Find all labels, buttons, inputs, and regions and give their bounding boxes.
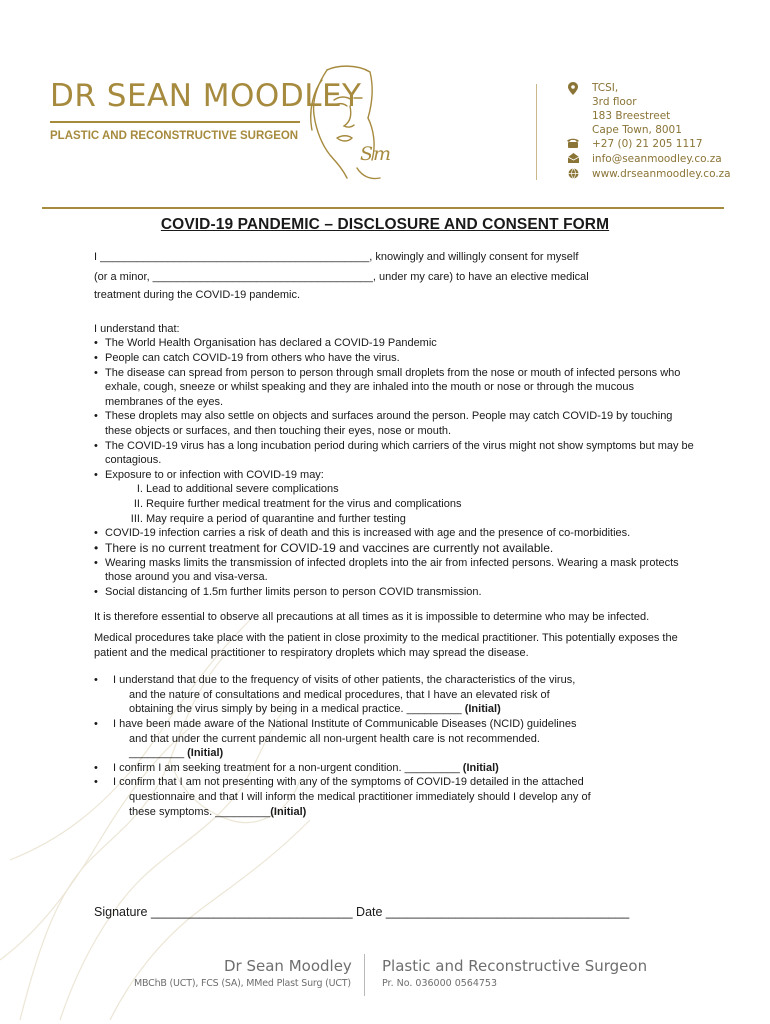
form-body [94, 250, 694, 819]
footer-role: Plastic and Reconstructive Surgeon [382, 957, 648, 975]
bullet-text: Exposure to or infection with COVID-19 may: [105, 468, 324, 481]
footer-divider [364, 954, 365, 996]
list-item: • The disease can spread from person to person through small droplets from the nose or mouth of infected persons who exhale, cough, sneeze or whilst speaking and they are inhaled into the mouth or nose or through the mucous membranes of the eyes. [94, 366, 694, 410]
sub-item [123, 497, 694, 512]
sub-item-number: I. [136, 483, 143, 496]
confirm-text: I understand that due to the frequency of visits of other patients, the characteristics of the virus, [113, 674, 576, 687]
list-item: • Wearing masks limits the transmission of infected droplets into the air from infected persons. Wearing a mask protects those around you and visa-versa. [94, 556, 694, 585]
confirm-text: questionnaire and that I will inform the medical practitioner immediately should I develop any of [129, 791, 591, 803]
contact-block [566, 81, 731, 182]
confirm-item: • I confirm that I am not presenting with any of the symptoms of COVID-19 detailed in the attached questionnaire and that I will inform the medical practitioner immediately should I develop any of these symptoms. _________(Initial) [94, 775, 694, 819]
address-line-1: TCSI, [592, 82, 619, 94]
initial-field[interactable]: (Initial) [270, 805, 307, 818]
bullet-text: The disease can spread from person to person through small droplets from the nose or mouth of infected persons who exhale, cough, sneeze or whilst speaking and they are inhaled into the mouth or nose or through the mucous membranes of the eyes. [105, 366, 681, 408]
address-row [566, 81, 731, 137]
sub-item-number: III. [130, 512, 143, 525]
list-item: • The World Health Organisation has declared a COVID-19 Pandemic [94, 336, 694, 351]
confirm-text: and the nature of consultations and medical procedures, that I have an elevated risk of [129, 688, 550, 701]
initial-field[interactable]: (Initial) [461, 703, 501, 716]
address-line-2: 3rd floor [592, 96, 637, 108]
phone-icon [566, 138, 580, 152]
header-rule [42, 207, 724, 209]
logo-subtitle: PLASTIC AND RECONSTRUCTIVE SURGEON [50, 130, 299, 142]
footer-qualifications: MBChB (UCT), FCS (SA), MMed Plast Surg (UCT) [134, 978, 351, 989]
sub-item [123, 512, 694, 527]
proximity-paragraph: Medical procedures take place with the patient in close proximity to the medical practitioner. This potentially exposes the patient and the medical practitioner to respiratory droplets which may spread the disease. [94, 632, 678, 659]
email-icon [566, 153, 580, 167]
logo-underline [50, 121, 300, 123]
monogram: Sm [360, 143, 392, 165]
footer-practice-number: Pr. No. 036000 0564753 [382, 978, 498, 989]
list-item: • The COVID-19 virus has a long incubation period during which carriers of the virus might not show symptoms but may be contagious. [94, 439, 694, 467]
bullet-text: Wearing masks limits the transmission of infected droplets into the air from infected persons. Wearing a mask protects those around you and visa-versa. [105, 556, 679, 584]
bullet-text: COVID-19 infection carries a risk of death and this is increased with age and the presence of co-morbidities. [105, 527, 631, 540]
address-line-4: Cape Town, 8001 [592, 124, 682, 136]
bullet-text: Social distancing of 1.5m further limits person to person COVID transmission. [105, 585, 482, 598]
sub-item-text: Require further medical treatment for the virus and complications [146, 497, 462, 510]
confirm-item: • I confirm I am seeking treatment for a non-urgent condition. _________ (Initial) [94, 761, 499, 774]
intro-line-2[interactable]: (or a minor, ____________________________________, under my care) to have an elective medical [94, 270, 589, 283]
list-item: • These droplets may also settle on objects and surfaces around the person. People may catch COVID-19 by touching these objects or surfaces, and then touching their eyes, nose or mouth. [94, 409, 694, 438]
confirm-text: I have been made aware of the National Institute of Communicable Diseases (NCID) guidelines [113, 718, 577, 731]
phone-number[interactable]: +27 (0) 21 205 1117 [592, 138, 703, 150]
bullet-text: These droplets may also settle on objects and surfaces around the person. People may catch COVID-19 by touching these objects or surfaces, and then touching their eyes, nose or mouth. [105, 410, 673, 437]
globe-icon [566, 168, 580, 182]
confirm-text: _________ [129, 747, 185, 760]
initial-field[interactable]: (Initial) [184, 747, 224, 760]
sub-item-text: May require a period of quarantine and further testing [146, 512, 406, 525]
logo-name: DR SEAN MOODLEY [50, 78, 362, 114]
sub-item-number: II. [133, 497, 143, 510]
phone-row [566, 137, 731, 152]
intro-line-1[interactable]: I ____________________________________________, knowingly and willingly consent for myself [94, 251, 579, 263]
understand-heading: I understand that: [94, 322, 180, 335]
sub-list [94, 482, 694, 526]
signature-date-line[interactable]: Signature _____________________________ Date ___________________________________ [94, 905, 630, 919]
confirm-text: I confirm that I am not presenting with any of the symptoms of COVID-19 detailed in the attached [113, 776, 584, 789]
location-pin-icon [566, 82, 580, 96]
confirm-item: • I have been made aware of the National Institute of Communicable Diseases (NCID) guidelines and that under the current pandemic all non-urgent health care is not recommended. _________ (Initial) [94, 717, 694, 761]
initial-field[interactable]: (Initial) [459, 761, 499, 774]
sub-item [123, 482, 694, 497]
face-line-art-logo-icon [302, 60, 402, 185]
confirm-text: these symptoms. _________ [129, 805, 271, 818]
list-item: • People can catch COVID-19 from others who have the virus. [94, 351, 694, 366]
form-title: COVID-19 PANDEMIC – DISCLOSURE AND CONSENT FORM [160, 216, 610, 233]
list-item: • Social distancing of 1.5m further limits person to person COVID transmission. [94, 585, 694, 600]
address-line-3: 183 Breestreet [592, 110, 671, 122]
list-item: • COVID-19 infection carries a risk of death and this is increased with age and the presence of co-morbidities. [94, 526, 694, 541]
precautions-paragraph: It is therefore essential to observe all precautions at all times as it is impossible to determine who may be infected. [94, 611, 650, 624]
bullet-text: People can catch COVID-19 from others who have the virus. [105, 351, 400, 364]
website-row [566, 167, 731, 182]
confirm-item: • I understand that due to the frequency of visits of other patients, the characteristics of the virus, and the nature of consultations and medical procedures, that I have an elevated risk of obtaining the virus simply by being in a medical practice. _________ (Initial) [94, 673, 694, 717]
header-divider [536, 84, 537, 180]
website-url[interactable]: www.drseanmoodley.co.za [592, 168, 731, 180]
confirm-text: I confirm I am seeking treatment for a non-urgent condition. _________ [113, 761, 460, 774]
confirm-text: obtaining the virus simply by being in a medical practice. _________ [129, 703, 462, 716]
bullet-text: The COVID-19 virus has a long incubation period during which carriers of the virus might not show symptoms but may be contagious. [105, 439, 694, 467]
list-item: • There is no current treatment for COVID-19 and vaccines are currently not available. [94, 541, 694, 556]
email-address[interactable]: info@seanmoodley.co.za [592, 153, 722, 165]
bullet-text: There is no current treatment for COVID-19 and vaccines are currently not available. [105, 540, 554, 555]
confirm-text: and that under the current pandemic all non-urgent health care is not recommended. [129, 732, 540, 745]
sub-item-text: Lead to additional severe complications [146, 483, 339, 496]
list-item: • Exposure to or infection with COVID-19 may: [94, 468, 694, 483]
intro-line-3: treatment during the COVID-19 pandemic. [94, 289, 301, 302]
email-row [566, 152, 731, 167]
footer-name: Dr Sean Moodley [224, 957, 352, 975]
bullet-text: The World Health Organisation has declared a COVID-19 Pandemic [105, 337, 437, 350]
